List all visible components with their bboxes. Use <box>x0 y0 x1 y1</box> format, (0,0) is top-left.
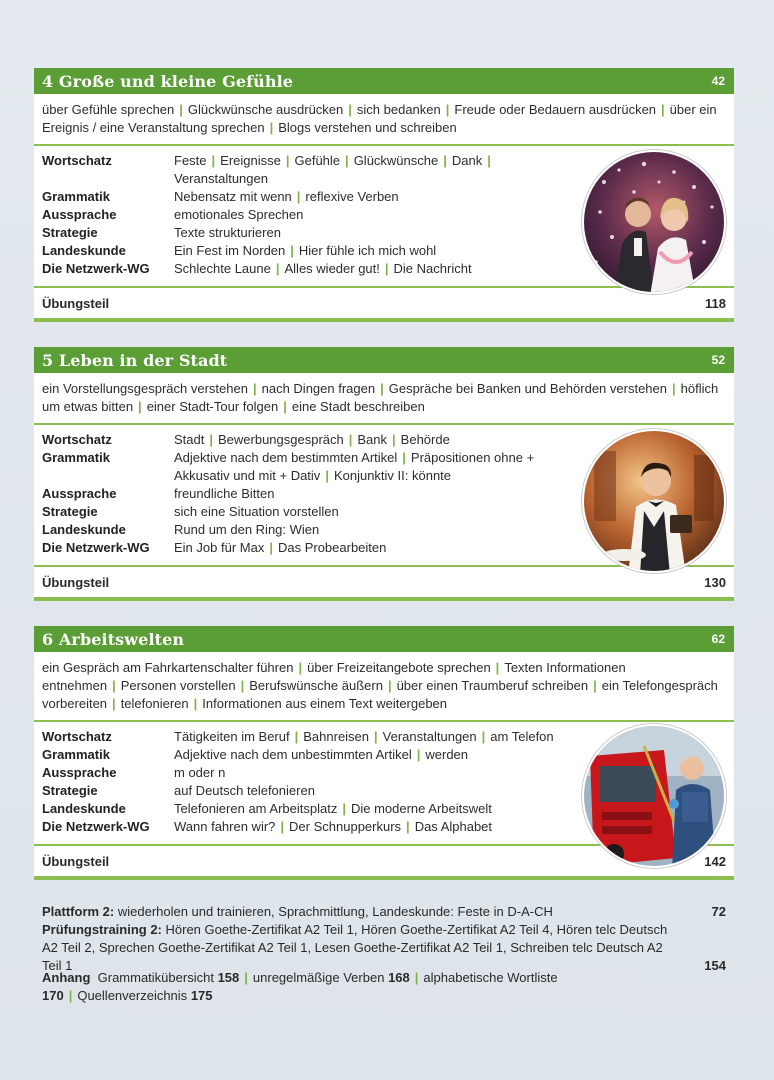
goal: ein Telefongespräch vorbereiten <box>42 678 718 711</box>
unit-goals: ein Gespräch am Fahrkartenschalter führen | über Freizeitangebote sprechen | Texten Informationen entnehmen | Personen vorstellen | Berufswünsche äußern | über einen Traumberuf schreiben | ein Telefongespräch vorbereiten | telefonieren | Informationen aus einem Text weitergeben <box>34 652 734 722</box>
goal: Informationen aus einem Text weitergeben <box>202 696 448 711</box>
topic-label: Wortschatz <box>42 729 112 744</box>
plattform-block <box>42 903 726 975</box>
topic-value: Rund um den Ring: Wien <box>174 522 320 537</box>
goal: Berufswünsche äußern <box>249 678 383 693</box>
plattform-page: 72 <box>711 904 726 919</box>
topic-label: Strategie <box>42 225 98 240</box>
topic-label: Landeskunde <box>42 243 126 258</box>
plattform-row <box>42 903 726 921</box>
topic-value: sich eine Situation vorstellen <box>174 504 339 519</box>
topic-value: Feste | Ereignisse | Gefühle | Glückwünsche | Dank | Veranstaltungen <box>174 153 491 186</box>
anhang-text: Anhang Grammatikübersicht 158 | unregelmäßige Verben 168 | alphabetische Wortliste 170 | Quellenverzeichnis 175 <box>42 970 558 1003</box>
pruefung-text: Prüfungstraining 2: Hören Goethe-Zertifikat A2 Teil 1, Hören Goethe-Zertifikat A2 Teil 4, Hören telc Deutsch A2 Teil 2, Sprechen Goethe-Zertifikat A2 Teil 1, Lesen Goethe-Zertifikat A2 Teil 1, Schreiben telc Deutsch A2 Teil 1 <box>42 922 668 973</box>
topic-label: Strategie <box>42 504 98 519</box>
unit-4 <box>34 68 734 322</box>
uebungsteil-page: 142 <box>704 853 726 869</box>
unit-topics <box>34 146 734 286</box>
uebungsteil-label: Übungsteil <box>42 295 110 311</box>
goal: Freude oder Bedauern ausdrücken <box>454 102 657 117</box>
goal: höflich um etwas bitten <box>42 381 719 414</box>
topic-value: Ein Job für Max | Das Probearbeiten <box>174 540 387 555</box>
goal: eine Stadt beschreiben <box>291 399 425 414</box>
goal: einer Stadt-Tour folgen <box>146 399 279 414</box>
topic-label: Landeskunde <box>42 801 126 816</box>
topic-value: m oder n <box>174 765 226 780</box>
goal: Glückwünsche ausdrücken <box>187 102 344 117</box>
topic-value: Ein Fest im Norden | Hier fühle ich mich wohl <box>174 243 437 258</box>
topic-value: auf Deutsch telefonieren <box>174 783 315 798</box>
unit-topics <box>34 425 734 565</box>
unit-header <box>34 68 734 94</box>
unit-title: 4 Große und kleine Gefühle <box>42 71 294 91</box>
uebungsteil-row <box>34 286 734 322</box>
topic-label: Wortschatz <box>42 153 112 168</box>
truck-worker-photo <box>582 724 726 868</box>
topic-label: Strategie <box>42 783 98 798</box>
goal: Texten Informationen entnehmen <box>42 660 626 693</box>
unit-goals: über Gefühle sprechen | Glückwünsche ausdrücken | sich bedanken | Freude oder Bedauern ausdrücken | über ein Ereignis / eine Veranstaltung sprechen | Blogs verstehen und schreiben <box>34 94 734 146</box>
topic-label: Grammatik <box>42 189 110 204</box>
goal: über Freizeitangebote sprechen <box>307 660 491 675</box>
topic-value: Schlechte Laune | Alles wieder gut! | Die Nachricht <box>174 261 472 276</box>
uebungsteil-row <box>34 565 734 601</box>
pruefung-row <box>42 921 726 975</box>
waiter-photo <box>582 429 726 573</box>
topic-label: Die Netzwerk-WG <box>42 261 150 276</box>
goal: ein Gespräch am Fahrkartenschalter führen <box>42 660 294 675</box>
topic-value: Stadt | Bewerbungsgespräch | Bank | Behörde <box>174 432 450 447</box>
goal: telefonieren <box>120 696 189 711</box>
topic-label: Aussprache <box>42 765 117 780</box>
goal: ein Vorstellungsgespräch verstehen <box>42 381 248 396</box>
unit-6 <box>34 626 734 880</box>
uebungsteil-page: 118 <box>705 295 726 311</box>
goal: Blogs verstehen und schreiben <box>278 120 457 135</box>
goal: sich bedanken <box>356 102 441 117</box>
goal: Personen vorstellen <box>120 678 236 693</box>
goal: nach Dingen fragen <box>261 381 376 396</box>
topic-value: Nebensatz mit wenn | reflexive Verben <box>174 189 399 204</box>
topic-label: Aussprache <box>42 486 117 501</box>
topic-label: Grammatik <box>42 450 110 465</box>
uebungsteil-label: Übungsteil <box>42 853 110 869</box>
goal: über Gefühle sprechen <box>42 102 175 117</box>
unit-goals: ein Vorstellungsgespräch verstehen | nach Dingen fragen | Gespräche bei Banken und Behörden verstehen | höflich um etwas bitten | einer Stadt-Tour folgen | eine Stadt beschreiben <box>34 373 734 425</box>
topic-value: emotionales Sprechen <box>174 207 304 222</box>
unit-title: 5 Leben in der Stadt <box>42 350 228 370</box>
topic-label: Wortschatz <box>42 432 112 447</box>
unit-header <box>34 626 734 652</box>
anhang-block <box>42 969 726 1005</box>
uebungsteil-label: Übungsteil <box>42 574 110 590</box>
topic-label: Grammatik <box>42 747 110 762</box>
unit-5 <box>34 347 734 601</box>
unit-header <box>34 347 734 373</box>
goal: Gespräche bei Banken und Behörden verstehen <box>388 381 667 396</box>
unit-title: 6 Arbeitswelten <box>42 629 185 649</box>
unit-page-number: 62 <box>711 632 725 646</box>
goal: über einen Traumberuf schreiben <box>396 678 589 693</box>
topic-label: Landeskunde <box>42 522 126 537</box>
plattform-text: Plattform 2: wiederholen und trainieren, Sprachmittlung, Landeskunde: Feste in D-A-CH <box>42 904 553 919</box>
topic-value: freundliche Bitten <box>174 486 275 501</box>
wedding-photo <box>582 150 726 294</box>
goal: über ein Ereignis / eine Veranstaltung sprechen <box>42 102 717 135</box>
topic-value: Tätigkeiten im Beruf | Bahnreisen | Veranstaltungen | am Telefon <box>174 729 554 744</box>
topic-value: Wann fahren wir? | Der Schnupperkurs | Das Alphabet <box>174 819 493 834</box>
pruefung-page: 154 <box>704 958 726 973</box>
unit-topics <box>34 722 734 844</box>
topic-value: Texte strukturieren <box>174 225 281 240</box>
topic-value: Telefonieren am Arbeitsplatz | Die moderne Arbeitswelt <box>174 801 492 816</box>
topic-label: Die Netzwerk-WG <box>42 540 150 555</box>
topic-value: Adjektive nach dem unbestimmten Artikel | werden <box>174 747 469 762</box>
topic-value: Adjektive nach dem bestimmten Artikel | Präpositionen ohne + Akkusativ und mit + Dativ | Konjunktiv II: könnte <box>174 450 535 483</box>
unit-page-number: 42 <box>711 74 725 88</box>
topic-label: Aussprache <box>42 207 117 222</box>
topic-label: Die Netzwerk-WG <box>42 819 150 834</box>
uebungsteil-page: 130 <box>704 574 726 590</box>
unit-page-number: 52 <box>711 353 725 367</box>
